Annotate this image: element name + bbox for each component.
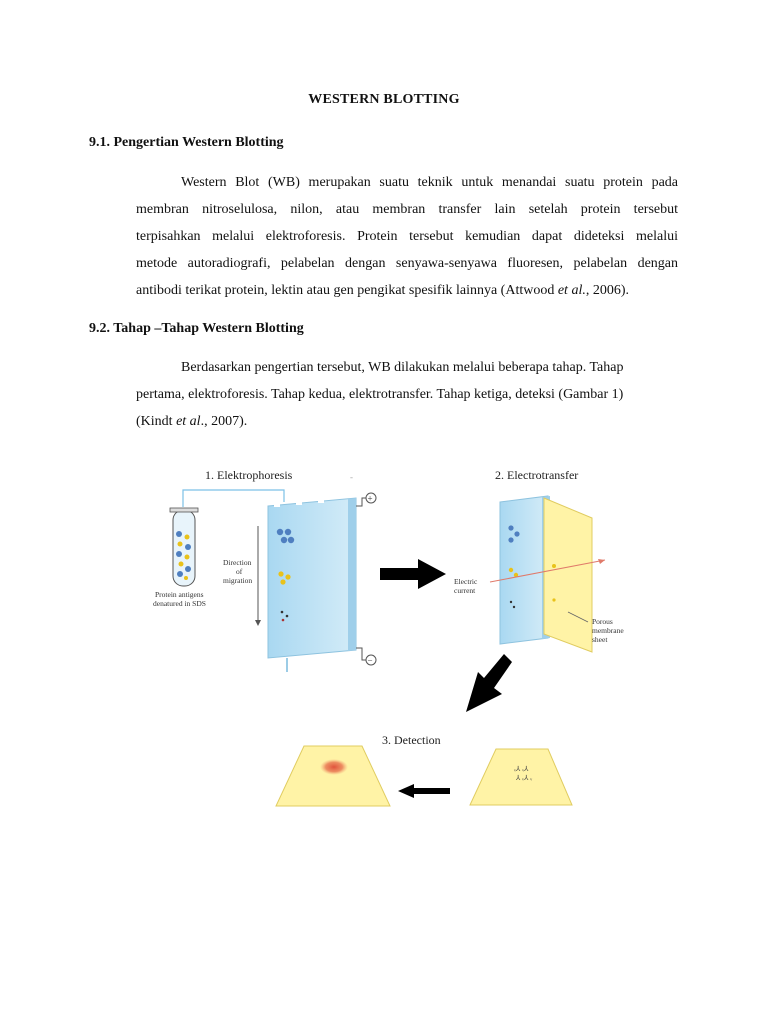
- document-title: WESTERN BLOTTING: [308, 92, 460, 107]
- porous-label: sheet: [592, 635, 608, 644]
- test-tube: [170, 508, 198, 586]
- direction-label: Direction: [223, 558, 252, 567]
- paragraph-line: terpisahkan melalui elektroforesis. Protein tersebut kemudian dapat dideteksi melalui: [136, 229, 678, 244]
- porous-label: membrane: [592, 626, 624, 635]
- step1-label: 1. Elektrophoresis: [205, 468, 293, 482]
- paragraph-line: metode autoradiografi, pelabelan dengan senyawa-senyawa fluoresen, pelabelan dengan: [136, 256, 678, 271]
- gel-slab: [268, 498, 356, 658]
- faint-mark: -: [350, 472, 353, 482]
- detection-membrane-left: [276, 746, 390, 806]
- citation-italic: et al: [176, 414, 201, 429]
- signal-spot: [320, 759, 348, 775]
- text-run: , 2006).: [585, 283, 630, 298]
- arrow-left-icon: [398, 784, 450, 798]
- connector-line: [183, 490, 284, 507]
- paragraph-line: membran nitroselulosa, nilon, atau membran transfer lain setelah protein tersebut: [136, 202, 678, 217]
- tube-caption: denatured in SDS: [153, 599, 206, 608]
- step2-label: 2. Electrotransfer: [495, 468, 579, 482]
- paragraph-line: pertama, elektroforesis. Tahap kedua, elektrotransfer. Tahap ketiga, deteksi (Gambar 1): [136, 387, 624, 402]
- svg-text:ᵥ⅄ ᵥ⅄: ᵥ⅄ ᵥ⅄: [514, 765, 529, 773]
- paragraph-line: Berdasarkan pengertian tersebut, WB dilakukan melalui beberapa tahap. Tahap: [181, 360, 624, 375]
- section-heading-tahap: 9.2. Tahap –Tahap Western Blotting: [89, 321, 304, 336]
- arrow-right-icon: [380, 559, 446, 589]
- paragraph-line: Western Blot (WB) merupakan suatu teknik untuk menandai suatu protein pada: [181, 175, 678, 190]
- plus-sign: +: [367, 493, 373, 504]
- paragraph-stages: [136, 354, 678, 435]
- electric-label: current: [454, 586, 476, 595]
- electrotransfer-stack: [490, 496, 605, 652]
- section-heading-pengertian: 9.1. Pengertian Western Blotting: [89, 135, 284, 150]
- direction-label: of: [236, 567, 243, 576]
- electric-label: Electric: [454, 577, 478, 586]
- text-run: ., 2007).: [200, 414, 248, 429]
- direction-label: migration: [223, 576, 253, 585]
- western-blot-figure: [150, 462, 624, 812]
- paragraph-line-citation: [136, 408, 678, 435]
- minus-sign: −: [367, 655, 373, 666]
- text-run: antibodi terikat protein, lektin atau gen pengikat spesifik lainnya (Attwood: [136, 283, 558, 298]
- paragraph-definition: [136, 169, 678, 304]
- text-run: (Kindt: [136, 414, 177, 429]
- detection-membrane-right: [470, 749, 572, 805]
- tube-caption: Protein antigens: [155, 590, 204, 599]
- porous-label: Porous: [592, 617, 613, 626]
- citation-italic: et al.: [557, 283, 586, 298]
- paragraph-line-citation: [136, 277, 678, 304]
- step3-label: 3. Detection: [382, 733, 441, 747]
- arrow-diagonal-icon: [466, 654, 512, 712]
- svg-text:⅄ ᵥ⅄ ᵥ: ⅄ ᵥ⅄ ᵥ: [516, 774, 533, 782]
